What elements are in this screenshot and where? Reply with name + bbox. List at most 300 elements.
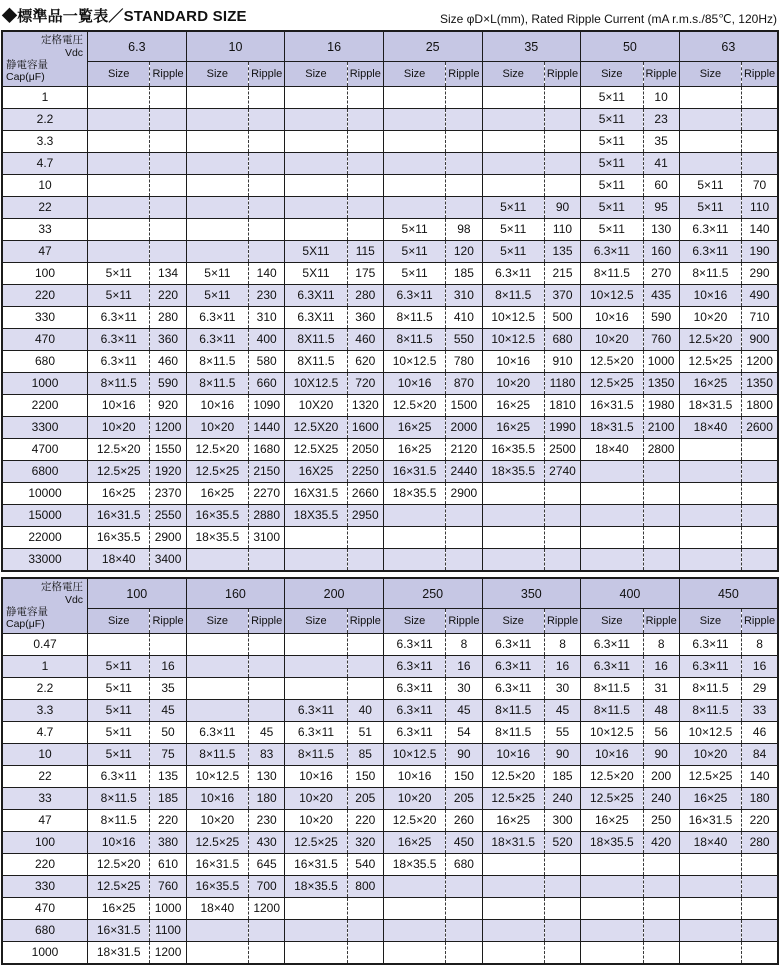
size-cell: 10×20 [285,788,347,810]
size-cell: 10×12.5 [383,351,445,373]
ripple-cell: 870 [446,373,482,395]
ripple-cell: 75 [150,744,186,766]
size-cell: 8×11.5 [186,351,248,373]
ripple-cell: 310 [446,285,482,307]
ripple-cell: 280 [347,285,383,307]
table-row [2,942,778,965]
ripple-cell: 360 [347,307,383,329]
ripple-cell: 2950 [347,505,383,527]
size-cell: 8×11.5 [285,744,347,766]
ripple-cell: 500 [544,307,580,329]
voltage-header: 25 [383,31,482,62]
ripple-cell: 70 [742,175,778,197]
ripple-cell [544,483,580,505]
ripple-cell [150,175,186,197]
ripple-cell [446,549,482,572]
ripple-cell: 280 [150,307,186,329]
size-cell [88,634,150,656]
size-cell [285,109,347,131]
table-row [2,351,778,373]
size-cell [285,527,347,549]
cap-cell: 10 [2,175,88,197]
cap-cell: 22 [2,197,88,219]
ripple-cell [446,920,482,942]
size-cell: 16×25 [679,373,741,395]
ripple-cell: 660 [249,373,285,395]
ripple-header: Ripple [544,609,580,634]
size-cell [581,505,643,527]
size-cell: 10×20 [679,744,741,766]
size-cell: 18×31.5 [581,417,643,439]
ripple-cell: 23 [643,109,679,131]
ripple-cell: 2900 [446,483,482,505]
size-cell: 12.5×25 [285,832,347,854]
size-cell: 12.5×20 [88,854,150,876]
table-row [2,241,778,263]
ripple-cell: 2660 [347,483,383,505]
size-cell [285,656,347,678]
size-cell: 16×25 [88,898,150,920]
size-cell: 16×31.5 [88,920,150,942]
size-cell [285,898,347,920]
ripple-cell: 56 [643,722,679,744]
table-row [2,131,778,153]
size-cell: 16×35.5 [186,505,248,527]
ripple-cell [643,549,679,572]
ripple-cell [544,942,580,965]
ripple-cell [446,197,482,219]
size-cell: 10×20 [482,373,544,395]
size-cell [581,854,643,876]
table-row [2,461,778,483]
size-cell: 10X20 [285,395,347,417]
size-cell: 18×40 [88,549,150,572]
size-cell: 6.3×11 [285,700,347,722]
ripple-cell: 2900 [150,527,186,549]
size-cell [679,505,741,527]
ripple-cell: 8 [446,634,482,656]
ripple-cell: 2370 [150,483,186,505]
table-row [2,505,778,527]
ripple-cell: 710 [742,307,778,329]
size-cell: 8×11.5 [482,700,544,722]
ripple-cell: 220 [742,810,778,832]
size-cell: 6.3×11 [679,219,741,241]
cap-cell: 680 [2,920,88,942]
ripple-cell: 2270 [249,483,285,505]
size-cell: 5×11 [581,131,643,153]
ripple-cell: 610 [150,854,186,876]
size-cell: 18×35.5 [285,876,347,898]
voltage-header: 400 [581,578,680,609]
ripple-cell: 220 [150,810,186,832]
ripple-cell [742,920,778,942]
size-cell: 8×11.5 [679,700,741,722]
voltage-header: 250 [383,578,482,609]
ripple-cell [249,197,285,219]
ripple-cell [249,656,285,678]
size-cell: 12.5×25 [581,373,643,395]
size-cell [383,898,445,920]
ripple-cell [347,87,383,109]
size-cell: 5×11 [88,678,150,700]
ripple-cell [643,505,679,527]
size-cell: 10×12.5 [581,722,643,744]
size-cell: 8×11.5 [383,307,445,329]
cap-cell: 22000 [2,527,88,549]
ripple-cell [446,87,482,109]
size-cell [88,241,150,263]
ripple-cell [347,656,383,678]
size-cell: 10×16 [482,744,544,766]
ripple-cell [249,942,285,965]
ripple-cell [544,505,580,527]
size-cell: 6.3×11 [679,241,741,263]
size-cell: 5×11 [383,241,445,263]
ripple-header: Ripple [249,609,285,634]
table-row [2,197,778,219]
size-cell [581,527,643,549]
size-header: Size [679,62,741,87]
size-cell: 16×25 [383,832,445,854]
ripple-cell: 230 [249,810,285,832]
ripple-cell: 2120 [446,439,482,461]
ripple-cell [150,241,186,263]
ripple-cell: 2150 [249,461,285,483]
size-cell: 6.3×11 [679,634,741,656]
ripple-cell: 185 [150,788,186,810]
ripple-cell [544,549,580,572]
size-cell [679,439,741,461]
ripple-cell: 260 [446,810,482,832]
ripple-cell: 150 [446,766,482,788]
size-cell: 10×16 [581,744,643,766]
ripple-cell: 45 [544,700,580,722]
size-cell: 12.5×25 [482,788,544,810]
size-cell [679,483,741,505]
ripple-cell [249,109,285,131]
size-cell: 12.5×25 [186,832,248,854]
ripple-cell [347,109,383,131]
ripple-cell: 110 [544,219,580,241]
ripple-cell [446,109,482,131]
ripple-cell: 35 [150,678,186,700]
table-row [2,219,778,241]
size-cell: 6.3X11 [285,285,347,307]
table-row [2,285,778,307]
ripple-cell [150,197,186,219]
size-cell [482,876,544,898]
ripple-cell: 175 [347,263,383,285]
size-cell [186,219,248,241]
corner-header-cell [2,31,88,87]
size-cell: 18×35.5 [482,461,544,483]
size-header: Size [482,62,544,87]
corner-header-cell [2,578,88,634]
ripple-header: Ripple [544,62,580,87]
size-cell: 8×11.5 [186,373,248,395]
ripple-cell [249,549,285,572]
rated-voltage-label: 定格電圧 Vdc [41,34,84,59]
size-cell: 10×16 [581,307,643,329]
ripple-cell: 460 [347,329,383,351]
cap-cell: 0.47 [2,634,88,656]
ripple-cell: 185 [544,766,580,788]
size-cell [581,920,643,942]
ripple-cell [249,219,285,241]
ripple-cell: 150 [347,766,383,788]
ripple-cell [742,898,778,920]
size-cell: 10×16 [186,395,248,417]
ripple-cell [446,527,482,549]
cap-cell: 6800 [2,461,88,483]
voltage-header: 6.3 [88,31,187,62]
ripple-cell [249,87,285,109]
cap-cell: 1 [2,656,88,678]
cap-cell: 3.3 [2,700,88,722]
size-cell [581,942,643,965]
size-cell: 18×40 [581,439,643,461]
ripple-cell: 200 [643,766,679,788]
size-cell: 5×11 [581,109,643,131]
size-cell [285,175,347,197]
ripple-cell: 135 [544,241,580,263]
ripple-cell: 590 [150,373,186,395]
size-cell [482,131,544,153]
ripple-cell: 10 [643,87,679,109]
size-cell: 12.5×20 [581,766,643,788]
size-cell [482,920,544,942]
ripple-header: Ripple [249,62,285,87]
ripple-cell: 48 [643,700,679,722]
tables-root [0,30,780,965]
ripple-cell [347,549,383,572]
ripple-cell: 430 [249,832,285,854]
ripple-cell: 1990 [544,417,580,439]
cap-cell: 33 [2,788,88,810]
table-row [2,527,778,549]
ripple-cell [446,942,482,965]
size-cell: 12.5×20 [88,439,150,461]
size-cell: 16×35.5 [88,527,150,549]
ripple-cell: 1000 [150,898,186,920]
size-cell: 10×16 [88,832,150,854]
cap-cell: 220 [2,285,88,307]
size-cell [679,461,741,483]
ripple-cell: 90 [643,744,679,766]
size-cell [186,942,248,965]
cap-cell: 33000 [2,549,88,572]
ripple-cell: 380 [150,832,186,854]
size-cell: 16×25 [383,439,445,461]
ripple-cell [643,898,679,920]
ripple-cell: 1090 [249,395,285,417]
table-row [2,832,778,854]
ripple-cell: 16 [150,656,186,678]
size-cell: 16×25 [482,810,544,832]
size-header: Size [581,609,643,634]
ripple-cell [643,461,679,483]
ripple-cell: 550 [446,329,482,351]
size-cell: 8×11.5 [482,722,544,744]
table-row [2,744,778,766]
ripple-cell: 2800 [643,439,679,461]
size-cell: 10×12.5 [482,329,544,351]
ripple-cell [544,527,580,549]
ripple-cell [249,153,285,175]
table-row [2,722,778,744]
ripple-cell: 55 [544,722,580,744]
size-cell [679,920,741,942]
ripple-cell: 270 [643,263,679,285]
ripple-cell: 580 [249,351,285,373]
size-cell [482,942,544,965]
size-cell: 5×11 [88,285,150,307]
ripple-cell: 33 [742,700,778,722]
size-cell [285,920,347,942]
cap-cell: 100 [2,263,88,285]
size-cell: 6.3×11 [581,241,643,263]
ripple-cell: 900 [742,329,778,351]
capacitance-label: 静電容量 Cap(μF) [6,605,48,631]
cap-cell: 4700 [2,439,88,461]
size-cell: 5×11 [383,263,445,285]
ripple-cell: 50 [150,722,186,744]
ripple-cell: 520 [544,832,580,854]
voltage-header: 450 [679,578,778,609]
ripple-cell: 1180 [544,373,580,395]
cap-cell: 1000 [2,373,88,395]
size-cell: 8×11.5 [88,373,150,395]
ripple-cell: 3400 [150,549,186,572]
size-cell [679,109,741,131]
page-subtitle: Size φD×L(mm), Rated Ripple Current (mA r.m.s./85℃, 120Hz) [439,12,777,26]
ripple-cell: 8 [643,634,679,656]
size-cell [679,153,741,175]
size-cell [285,153,347,175]
ripple-cell: 140 [249,263,285,285]
size-header: Size [88,62,150,87]
ripple-cell [249,175,285,197]
size-cell: 16×31.5 [186,854,248,876]
voltage-header: 50 [581,31,680,62]
table-row [2,395,778,417]
size-cell: 5×11 [186,263,248,285]
ripple-cell: 135 [150,766,186,788]
size-cell [482,109,544,131]
ripple-cell [249,634,285,656]
size-cell: 5×11 [88,263,150,285]
size-cell: 18X35.5 [285,505,347,527]
size-cell [88,219,150,241]
size-cell [186,678,248,700]
ripple-cell [347,153,383,175]
ripple-cell: 3100 [249,527,285,549]
ripple-cell [643,942,679,965]
ripple-cell: 320 [347,832,383,854]
ripple-cell: 435 [643,285,679,307]
ripple-cell: 1440 [249,417,285,439]
ripple-cell [742,131,778,153]
size-cell: 16X31.5 [285,483,347,505]
size-cell: 6.3×11 [88,329,150,351]
size-cell: 12.5×25 [88,876,150,898]
size-cell: 16×35.5 [482,439,544,461]
size-cell: 5X11 [285,241,347,263]
ripple-cell [347,527,383,549]
size-cell: 6.3×11 [383,634,445,656]
ripple-cell: 1920 [150,461,186,483]
voltage-header: 10 [186,31,285,62]
ripple-cell: 1200 [249,898,285,920]
ripple-cell: 46 [742,722,778,744]
table-row [2,549,778,572]
ripple-cell: 30 [446,678,482,700]
size-cell: 16×25 [383,417,445,439]
size-cell [186,109,248,131]
size-cell [679,898,741,920]
ripple-cell: 2050 [347,439,383,461]
cap-cell: 22 [2,766,88,788]
ripple-cell: 490 [742,285,778,307]
table-row [2,700,778,722]
ripple-cell: 400 [249,329,285,351]
size-cell [679,549,741,572]
size-cell: 6.3×11 [482,263,544,285]
cap-cell: 4.7 [2,722,88,744]
ripple-cell: 185 [446,263,482,285]
ripple-cell: 95 [643,197,679,219]
size-cell: 18×40 [186,898,248,920]
size-header: Size [581,62,643,87]
size-cell: 18×40 [679,832,741,854]
size-cell: 12.5×25 [679,351,741,373]
size-cell [679,87,741,109]
size-cell: 5×11 [88,700,150,722]
ripple-cell [150,634,186,656]
ripple-cell [742,461,778,483]
size-cell [482,549,544,572]
ripple-cell: 760 [643,329,679,351]
ripple-cell: 51 [347,722,383,744]
ripple-cell [544,876,580,898]
size-cell [482,483,544,505]
size-cell [88,87,150,109]
size-cell: 10×12.5 [581,285,643,307]
size-cell: 10×16 [383,373,445,395]
size-cell: 8X11.5 [285,329,347,351]
size-header: Size [679,609,741,634]
ripple-cell: 2000 [446,417,482,439]
size-cell [285,942,347,965]
size-cell: 12.5×20 [679,329,741,351]
size-header: Size [482,609,544,634]
ripple-cell [446,153,482,175]
ripple-cell: 590 [643,307,679,329]
ripple-cell: 280 [742,832,778,854]
size-cell: 18×35.5 [186,527,248,549]
size-cell: 6.3×11 [88,766,150,788]
ripple-cell: 84 [742,744,778,766]
size-cell [285,219,347,241]
size-cell: 6.3×11 [186,722,248,744]
cap-cell: 47 [2,810,88,832]
ripple-cell: 120 [446,241,482,263]
ripple-header: Ripple [742,62,778,87]
size-cell: 8×11.5 [679,678,741,700]
ripple-cell: 1800 [742,395,778,417]
table-row [2,810,778,832]
